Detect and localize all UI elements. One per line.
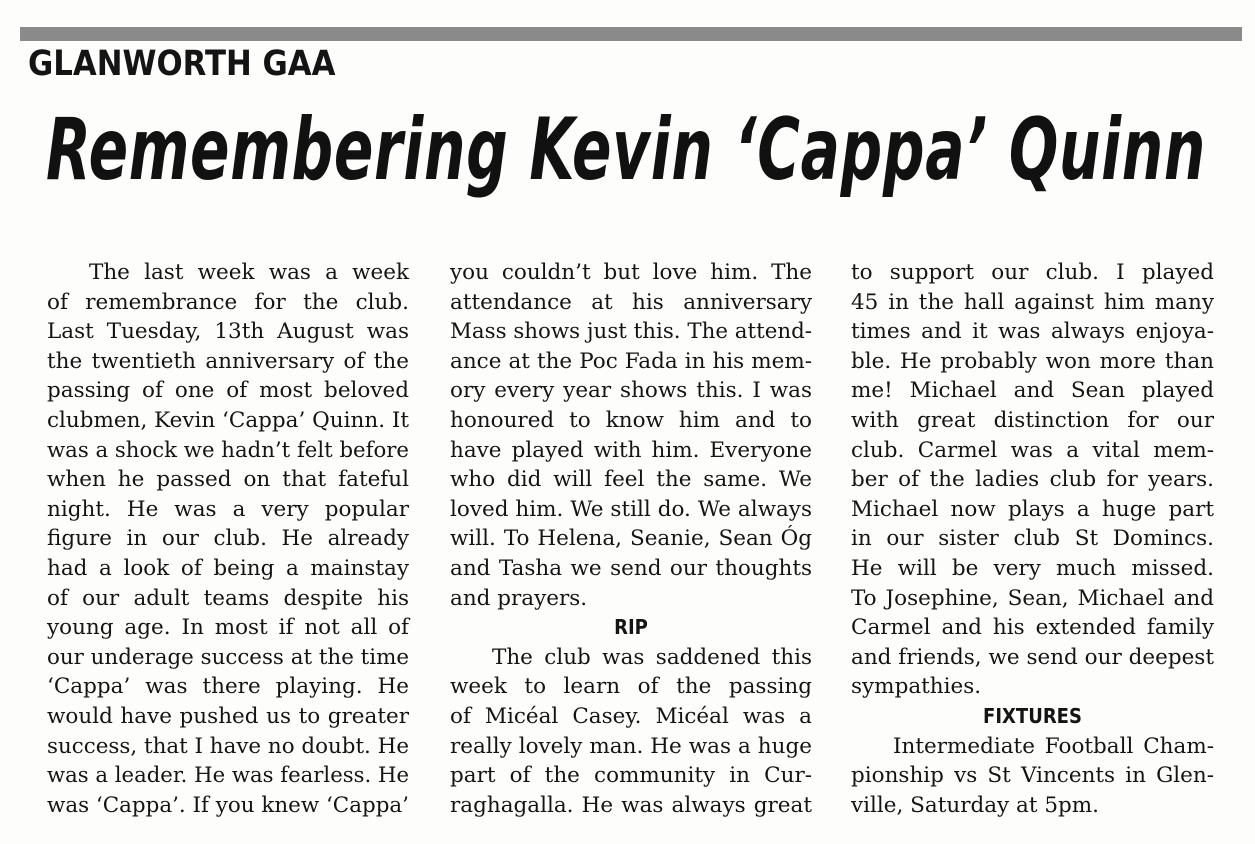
article-column-1 — [47, 258, 409, 820]
text-line: attendance at his anniversary — [450, 289, 812, 315]
text-line: really lovely man. He was a huge — [450, 733, 812, 759]
text-line: you couldn’t but love him. The — [450, 260, 812, 285]
text-line: who did will feel the same. We — [450, 467, 812, 493]
text-line: to support our club. I played — [851, 260, 1214, 285]
section-subheading: RIP — [614, 615, 648, 640]
text-line: of remembrance for the club. — [47, 289, 409, 315]
text-line: figure in our club. He already — [47, 526, 409, 552]
text-line: success, that I have no doubt. He — [47, 733, 409, 759]
text-line: ble. He probably won more than — [851, 348, 1214, 374]
text-line: have played with him. Everyone — [450, 437, 812, 463]
text-line: pionship vs St Vincents in Glen- — [851, 763, 1214, 789]
text-line: week to learn of the passing — [450, 674, 812, 700]
text-line: ville, Saturday at 5pm. — [851, 792, 1099, 818]
text-line: He will be very much missed. — [851, 555, 1214, 581]
text-line: young age. In most if not all of — [47, 615, 409, 641]
text-line: me! Michael and Sean played — [851, 378, 1214, 404]
text-line: and friends, we send our deepest — [851, 644, 1214, 670]
text-line: and prayers. — [450, 585, 588, 611]
text-line: ‘Cappa’ was there playing. He — [47, 674, 409, 700]
text-line: Intermediate Football Cham- — [893, 733, 1214, 759]
text-line: ance at the Poc Fada in his mem- — [450, 348, 812, 374]
text-line: loved him. We still do. We always — [450, 496, 812, 522]
top-rule — [20, 27, 1242, 41]
text-line: had a look of being a mainstay — [47, 555, 409, 581]
text-line: was a leader. He was fearless. He — [47, 763, 409, 789]
text-line: our underage success at the time — [47, 644, 409, 670]
text-line: with great distinction for our — [851, 407, 1214, 433]
text-line: in our sister club St Domincs. — [851, 526, 1214, 552]
text-line: ory every year shows this. I was — [450, 378, 812, 404]
article-column-3 — [851, 258, 1214, 820]
text-line: of our adult teams despite his — [47, 585, 409, 611]
section-label: GLANWORTH GAA — [28, 44, 336, 84]
text-line: club. Carmel was a vital mem- — [851, 437, 1214, 463]
text-line: part of the community in Cur- — [450, 763, 812, 789]
text-line: ber of the ladies club for years. — [851, 467, 1214, 493]
section-subheading: FIXTURES — [983, 703, 1082, 728]
text-line: of Micéal Casey. Micéal was a — [450, 703, 812, 729]
text-line: night. He was a very popular — [47, 496, 409, 522]
text-line: would have pushed us to greater — [47, 703, 409, 729]
text-line: passing of one of most beloved — [47, 378, 409, 404]
text-line: raghagalla. He was always great — [450, 792, 812, 818]
headline: Remembering Kevin ‘Cappa’ Quinn — [46, 100, 1206, 200]
text-line: was a shock we hadn’t felt before — [47, 437, 409, 463]
text-line: 45 in the hall against him many — [851, 289, 1214, 315]
text-line: Carmel and his extended family — [851, 615, 1214, 641]
text-line: when he passed on that fateful — [47, 467, 409, 493]
text-line: Michael now plays a huge part — [851, 496, 1214, 522]
text-line: honoured to know him and to — [450, 407, 812, 433]
text-line: times and it was always enjoya- — [851, 319, 1214, 345]
text-line: sympathies. — [851, 674, 982, 700]
text-line: and Tasha we send our thoughts — [450, 555, 812, 581]
text-line: To Josephine, Sean, Michael and — [851, 585, 1214, 611]
text-line: The club was saddened this — [492, 644, 812, 670]
article-column-2 — [450, 258, 812, 820]
text-line: clubmen, Kevin ‘Cappa’ Quinn. It — [47, 407, 409, 433]
text-line: the twentieth anniversary of the — [47, 348, 409, 374]
text-line: was ‘Cappa’. If you knew ‘Cappa’ — [47, 792, 409, 818]
text-line: will. To Helena, Seanie, Sean Óg — [450, 526, 812, 552]
text-line: Last Tuesday, 13th August was — [47, 319, 409, 345]
text-line: The last week was a week — [89, 260, 409, 285]
text-line: Mass shows just this. The attend- — [450, 319, 812, 345]
